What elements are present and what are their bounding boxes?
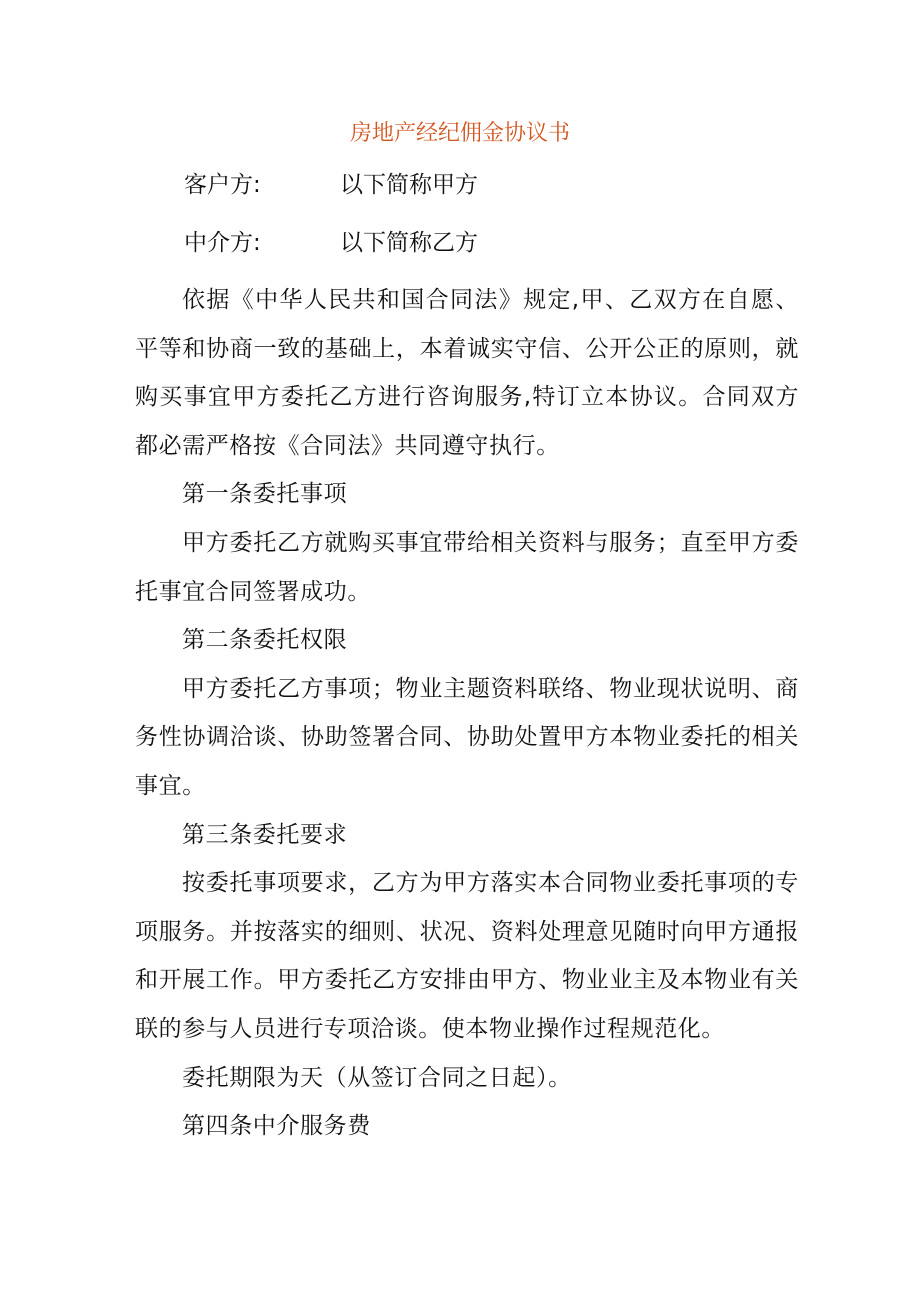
paragraph-preamble: 依据《中华人民共和国合同法》规定,甲、乙双方在自愿、平等和协商一致的基础上，本着诚实守信、公开公正的原则，就购买事宜甲方委托乙方进行咨询服务,特订立本协议。合同双方都必需严格按《合同法》共同遵守执行。 [135, 287, 799, 459]
document-title: 房地产经纪佣金协议书 [349, 121, 570, 146]
section-heading-1: 第一条委托事项 [182, 481, 348, 508]
party-agent-value: 以下简称乙方 [340, 230, 478, 256]
paragraph-section-3: 按委托事项要求，乙方为甲方落实本合同物业委托事项的专项服务。并按落实的细则、状况、资料处理意见随时向甲方通报和开展工作。甲方委托乙方安排由甲方、物业业主及本物业有关联的参与人员进行专项洽谈。使本物业操作过程规范化。 [135, 870, 799, 1042]
party-client [184, 167, 478, 203]
paragraph-section-1: 甲方委托乙方就购买事宜带给相关资料与服务；直至甲方委托事宜合同签署成功。 [135, 529, 799, 605]
party-client-label: 客户方: [184, 172, 261, 198]
section-heading-2: 第二条委托权限 [182, 627, 348, 654]
paragraph-section-2: 甲方委托乙方事项；物业主题资料联络、物业现状说明、商务性协调洽谈、协助签署合同、协助处置甲方本物业委托的相关事宜。 [135, 675, 799, 799]
party-client-value: 以下简称甲方 [340, 172, 478, 198]
paragraph-term: 委托期限为天（从签订合同之日起）。 [182, 1064, 572, 1091]
document-body [135, 276, 799, 1151]
party-agent-label: 中介方: [184, 230, 261, 256]
party-agent [184, 225, 478, 261]
section-heading-3: 第三条委托要求 [182, 821, 348, 848]
section-heading-4: 第四条中介服务费 [182, 1113, 371, 1140]
